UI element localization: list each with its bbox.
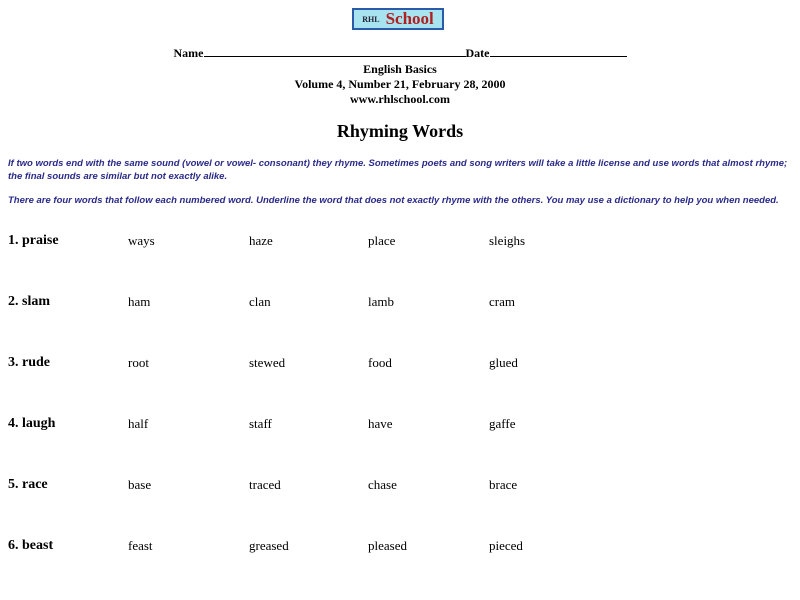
- choice-word[interactable]: cram: [489, 294, 515, 309]
- choice-word[interactable]: stewed: [249, 355, 286, 370]
- choice-word[interactable]: brace: [489, 477, 518, 492]
- instruction-paragraph: If two words end with the same sound (vowel or vowel- consonant) they rhyme. Sometimes poets and song writers will take a little license and use words that almost rhyme; the final sounds are similar but not exactly alike.: [8, 158, 788, 182]
- choice-word[interactable]: traced: [249, 477, 281, 492]
- instruction-paragraph: There are four words that follow each numbered word. Underline the word that does not exactly rhyme with the others. You may use a dictionary to help you when needed.: [8, 195, 779, 206]
- name-label: Name: [173, 46, 204, 60]
- target-word: 4. laugh: [8, 416, 56, 431]
- target-word: 5. race: [8, 477, 48, 492]
- choice-word[interactable]: place: [368, 233, 396, 248]
- choice-word[interactable]: greased: [249, 538, 289, 553]
- exercise-row: [0, 538, 800, 558]
- choice-word[interactable]: root: [128, 355, 149, 370]
- choice-word[interactable]: staff: [249, 416, 272, 431]
- exercise-row: [0, 355, 800, 375]
- choice-word[interactable]: gaffe: [489, 416, 516, 431]
- choice-word[interactable]: ham: [128, 294, 151, 309]
- choice-word[interactable]: pieced: [489, 538, 523, 553]
- choice-word[interactable]: pleased: [368, 538, 407, 553]
- exercise-row: [0, 294, 800, 314]
- rhl-school-logo: [352, 8, 444, 30]
- exercise-row: [0, 477, 800, 497]
- volume-info: Volume 4, Number 21, February 28, 2000: [294, 77, 506, 91]
- target-word: 6. beast: [8, 538, 54, 553]
- logo-main-text: School: [385, 9, 434, 28]
- website-url: www.rhlschool.com: [350, 92, 450, 106]
- choice-word[interactable]: have: [368, 416, 393, 431]
- page-title: Rhyming Words: [336, 121, 464, 141]
- choice-word[interactable]: food: [368, 355, 392, 370]
- logo-small-text: RHL: [362, 14, 380, 24]
- name-date-line: [0, 46, 800, 61]
- subject: English Basics: [363, 62, 437, 76]
- choice-word[interactable]: ways: [128, 233, 155, 248]
- target-word: 2. slam: [8, 294, 50, 309]
- name-blank: [204, 56, 466, 57]
- choice-word[interactable]: lamb: [368, 294, 394, 309]
- choice-word[interactable]: half: [128, 416, 149, 431]
- choice-word[interactable]: base: [128, 477, 152, 492]
- exercise-row: [0, 416, 800, 436]
- choice-word[interactable]: glued: [489, 355, 518, 370]
- target-word: 1. praise: [8, 233, 59, 248]
- choice-word[interactable]: chase: [368, 477, 397, 492]
- choice-word[interactable]: sleighs: [489, 233, 526, 248]
- choice-word[interactable]: haze: [249, 233, 273, 248]
- date-label: Date: [465, 46, 490, 60]
- exercise-row: [0, 233, 800, 253]
- target-word: 3. rude: [8, 355, 50, 370]
- date-blank: [490, 56, 627, 57]
- choice-word[interactable]: feast: [128, 538, 153, 553]
- choice-word[interactable]: clan: [249, 294, 271, 309]
